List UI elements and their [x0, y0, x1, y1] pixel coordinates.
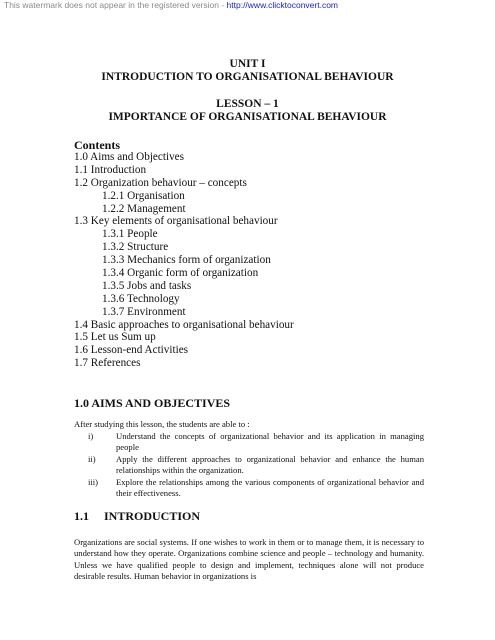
aims-heading: 1.0 AIMS AND OBJECTIVES — [74, 396, 231, 410]
toc-subitem: 1.3.3 Mechanics form of organization — [102, 254, 271, 267]
watermark-link[interactable]: http://www.clicktoconvert.com — [226, 0, 339, 10]
toc-subitem: 1.3.5 Jobs and tasks — [102, 279, 192, 292]
introduction-paragraph: Organizations are social systems. If one wishes to work in them or to manage them, it is necessary to understand how they operate. Organizations combine science and people – technology and humanity. Unless we have qualified people to design and implement, techniques alone will not produce desirable results. Human behavior in organizations is — [74, 537, 424, 582]
lesson-title: IMPORTANCE OF ORGANISATIONAL BEHAVIOUR — [108, 111, 387, 123]
unit-label: UNIT I — [229, 58, 266, 70]
introduction-heading: 1.1 INTRODUCTION — [74, 509, 201, 523]
toc-subitem: 1.3.4 Organic form of organization — [102, 267, 259, 280]
aims-intro: After studying this lesson, the students are able to : — [74, 419, 250, 429]
objective-text: Understand the concepts of organizational behavior and its application in managing people — [116, 431, 424, 453]
objective-number: ii) — [88, 454, 96, 464]
contents-heading: Contents — [74, 138, 121, 152]
toc-subitem: 1.2.2 Management — [102, 202, 186, 215]
watermark-notice — [4, 0, 338, 10]
watermark-text: This watermark does not appear in the registered version - — [4, 0, 227, 10]
toc-item: 1.1 Introduction — [74, 163, 147, 176]
toc-item: 1.3 Key elements of organisational behaviour — [74, 215, 278, 228]
objective-text: Explore the relationships among the various components of organizational behavior and their effectiveness. — [116, 477, 424, 499]
toc-subitem: 1.3.7 Environment — [102, 305, 186, 318]
toc-subitem: 1.3.2 Structure — [102, 241, 169, 254]
toc-item: 1.0 Aims and Objectives — [74, 151, 184, 163]
unit-title: INTRODUCTION TO ORGANISATIONAL BEHAVIOUR — [101, 71, 394, 83]
objective-text: Apply the different approaches to organizational behavior and enhance the human relationships within the organization. — [116, 454, 424, 476]
objective-number: iii) — [88, 477, 99, 487]
objective-number: i) — [88, 431, 94, 441]
lesson-label: LESSON – 1 — [216, 98, 279, 110]
toc-subitem: 1.3.6 Technology — [102, 292, 180, 305]
toc-subitem: 1.2.1 Organisation — [102, 189, 185, 202]
toc-item: 1.7 References — [74, 357, 141, 370]
toc-item: 1.5 Let us Sum up — [74, 331, 156, 344]
table-of-contents — [74, 151, 294, 370]
toc-item: 1.4 Basic approaches to organisational behaviour — [74, 318, 294, 331]
toc-item: 1.6 Lesson-end Activities — [74, 344, 189, 357]
toc-subitem: 1.3.1 People — [102, 228, 158, 241]
toc-item: 1.2 Organization behaviour – concepts — [74, 176, 247, 189]
